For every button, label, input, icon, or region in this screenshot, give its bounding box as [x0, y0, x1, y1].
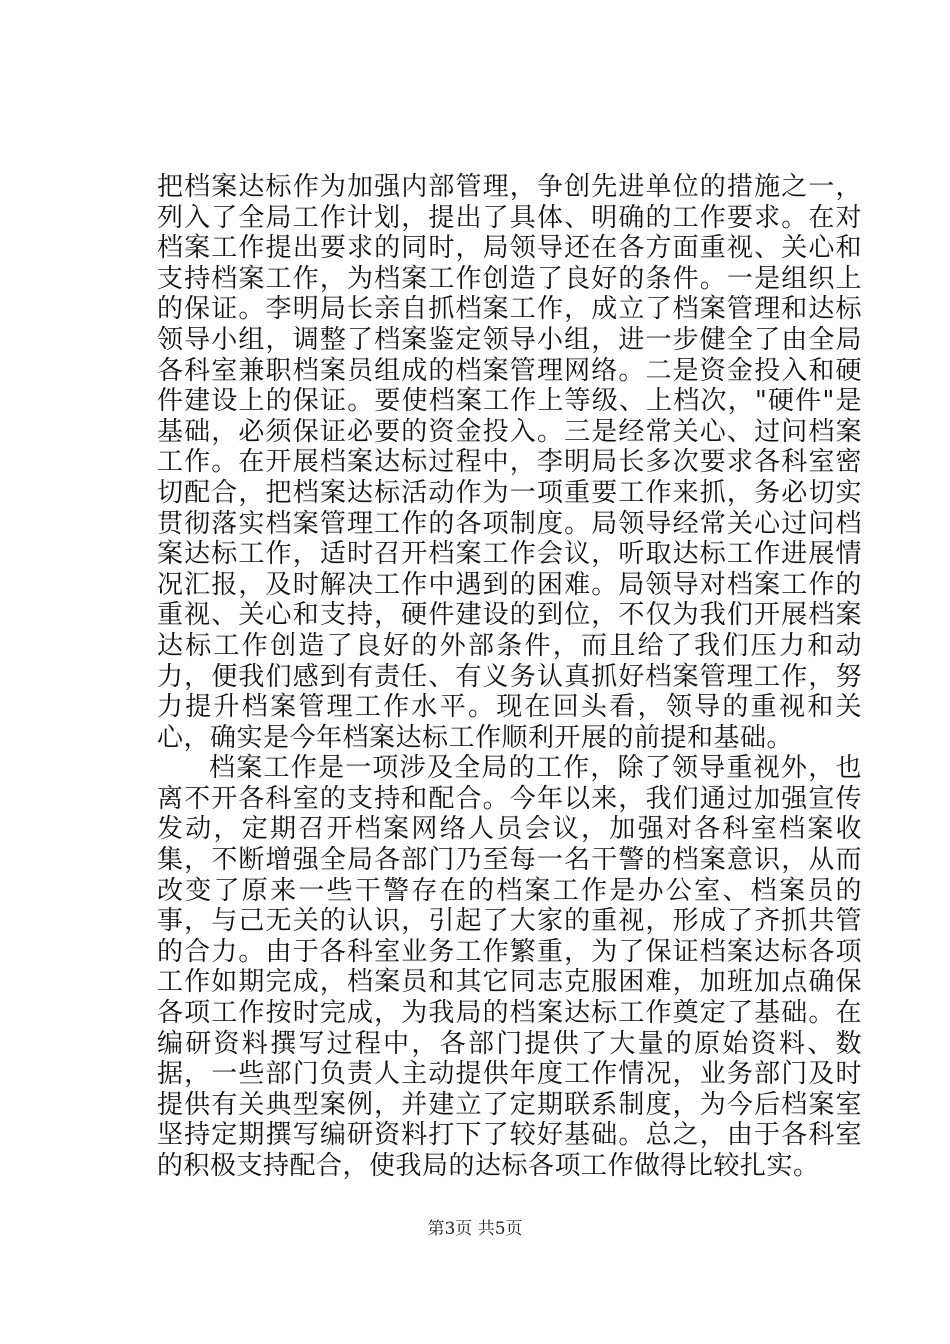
paragraph-continued: 把档案达标作为加强内部管理，争创先进单位的措施之一，列入了全局工作计划，提出了具体、明确的工作要求。在对档案工作提出要求的同时，局领导还在各方面重视、关心和支持档案工作，为档案工作创造了良好的条件。一是组织上的保证。李明局长亲自抓档案工作，成立了档案管理和达标领导小组，调整了档案鉴定领导小组，进一步健全了由全局各科室兼职档案员组成的档案管理网络。二是资金投入和硬件建设上的保证。要使档案工作上等级、上档次，"硬件"是基础，必须保证必要的资金投入。三是经常关心、过问档案工作。在开展档案达标过程中，李明局长多次要求各科室密切配合，把档案达标活动作为一项重要工作来抓，务必切实贯彻落实档案管理工作的各项制度。局领导经常关心过问档案达标工作，适时召开档案工作会议，听取达标工作进展情况汇报，及时解决工作中遇到的困难。局领导对档案工作的重视、关心和支持，硬件建设的到位，不仅为我们开展档案达标工作创造了良好的外部条件，而且给了我们压力和动力，便我们感到有责任、有义务认真抓好档案管理工作，努力提升档案管理工作水平。现在回头看，领导的重视和关心，确实是今年档案达标工作顺利开展的前提和基础。 [157, 172, 862, 753]
page-footer: 第3页 共5页 [427, 1219, 523, 1239]
body-text [157, 172, 862, 1182]
paragraph: 档案工作是一项涉及全局的工作，除了领导重视外，也离不开各科室的支持和配合。今年以来，我们通过加强宣传发动，定期召开档案网络人员会议，加强对各科室档案收集，不断增强全局各部门乃至每一名干警的档案意识，从而改变了原来一些干警存在的档案工作是办公室、档案员的事，与己无关的认识，引起了大家的重视，形成了齐抓共管的合力。由于各科室业务工作繁重，为了保证档案达标各项工作如期完成，档案员和其它同志克服困难，加班加点确保各项工作按时完成，为我局的档案达标工作奠定了基础。在编研资料撰写过程中，各部门提供了大量的原始资料、数据，一些部门负责人主动提供年度工作情况，业务部门及时提供有关典型案例，并建立了定期联系制度，为今后档案室坚持定期撰写编研资料打下了较好基础。总之，由于各科室的积极支持配合，使我局的达标各项工作做得比较扎实。 [157, 753, 862, 1181]
